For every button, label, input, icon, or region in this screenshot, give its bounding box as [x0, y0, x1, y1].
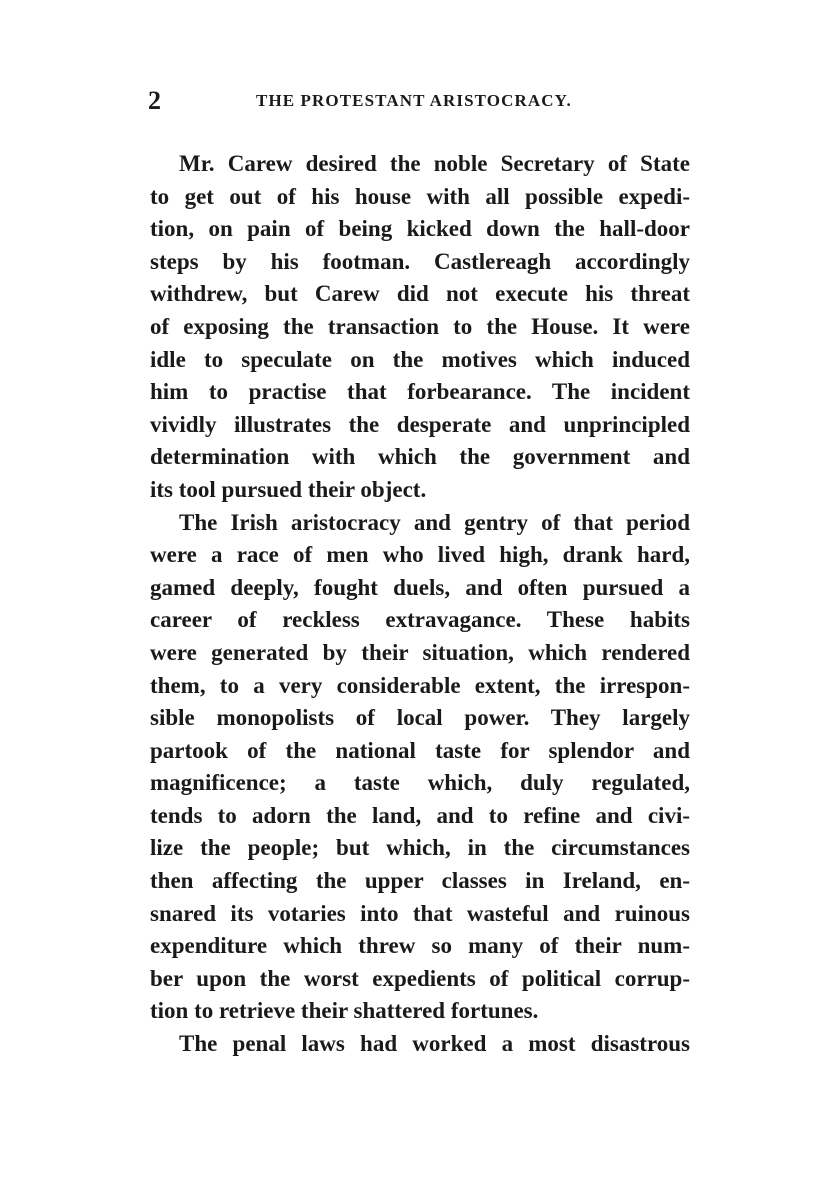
text-line: snared its votaries into that wasteful and ruinous	[150, 900, 690, 926]
text-line: its tool pursued their object.	[150, 476, 427, 502]
text-line: were generated by their situation, which rendered	[150, 639, 690, 665]
text-line: lize the people; but which, in the circumstances	[150, 835, 690, 861]
text-line: magnificence; a taste which, duly regulated,	[150, 770, 690, 796]
body-text	[150, 148, 690, 1061]
text-line: of exposing the transaction to the House. It were	[150, 313, 690, 339]
page-number: 2	[148, 86, 161, 115]
text-line: to get out of his house with all possible expedi-	[150, 183, 690, 209]
text-line: ber upon the worst expedients of political corrup-	[150, 965, 690, 991]
text-line: him to practise that forbearance. The incident	[150, 379, 690, 405]
text-line: vividly illustrates the desperate and unprincipled	[150, 411, 690, 437]
text-line: were a race of men who lived high, drank hard,	[150, 542, 690, 568]
paragraph	[150, 1028, 690, 1061]
paragraph	[150, 148, 690, 507]
text-line: The penal laws had worked a most disastrous	[179, 1031, 690, 1057]
text-line: gamed deeply, fought duels, and often pursued a	[150, 574, 690, 600]
paragraph	[150, 507, 690, 1029]
text-line: idle to speculate on the motives which induced	[150, 346, 690, 372]
text-line: expenditure which threw so many of their num-	[150, 933, 690, 959]
running-head	[148, 86, 692, 116]
text-line: them, to a very considerable extent, the irrespon-	[150, 672, 690, 698]
text-line: Mr. Carew desired the noble Secretary of State	[179, 151, 690, 176]
text-line: then affecting the upper classes in Ireland, en-	[150, 868, 690, 894]
running-title: THE PROTESTANT ARISTOCRACY.	[256, 91, 572, 110]
text-line: tion, on pain of being kicked down the hall-door	[150, 216, 690, 242]
text-line: withdrew, but Carew did not execute his threat	[150, 281, 690, 307]
text-line: tends to adorn the land, and to refine and civi-	[150, 802, 690, 828]
text-line: sible monopolists of local power. They largely	[150, 705, 690, 731]
text-line: partook of the national taste for splendor and	[150, 737, 690, 763]
text-line: tion to retrieve their shattered fortunes.	[150, 998, 539, 1024]
text-line: steps by his footman. Castlereagh accordingly	[150, 248, 690, 274]
text-line: career of reckless extravagance. These habits	[150, 607, 690, 633]
text-line: determination with which the government and	[150, 444, 690, 470]
text-line: The Irish aristocracy and gentry of that period	[179, 509, 690, 535]
